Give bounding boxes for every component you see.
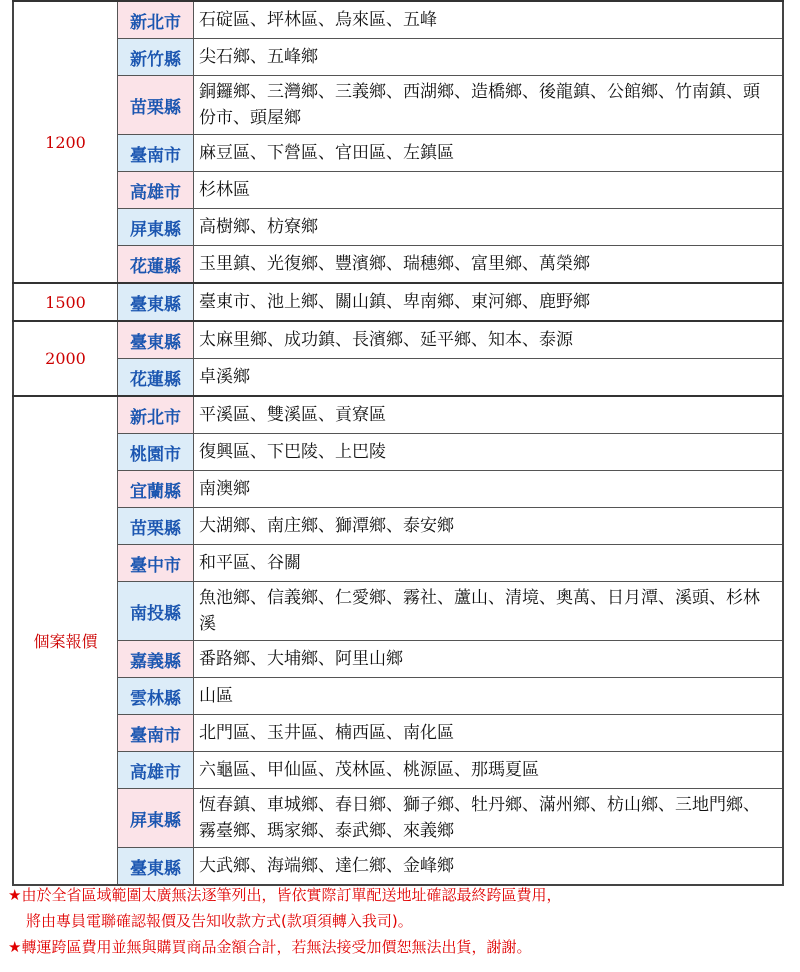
price-group [13,321,783,396]
table-row [13,135,783,172]
table-row [13,76,783,135]
table-row [13,508,783,545]
table-row [13,1,783,39]
table-row [13,582,783,641]
price-group [13,1,783,283]
towns-cell: 臺東市、池上鄉、關山鎮、卑南鄉、東河鄉、鹿野鄉 [194,283,784,321]
towns-cell: 高樹鄉、枋寮鄉 [194,209,784,246]
price-cell: 2000 [13,321,118,396]
note-2 [8,934,788,960]
county-cell: 高雄市 [118,752,194,789]
county-cell: 新北市 [118,396,194,434]
towns-cell: 六龜區、甲仙區、茂林區、桃源區、那瑪夏區 [194,752,784,789]
table-row [13,545,783,582]
table-row [13,283,783,321]
county-cell: 臺南市 [118,135,194,172]
table-row [13,39,783,76]
county-cell: 桃園市 [118,434,194,471]
remote-area-fee-table [12,0,784,886]
table-row [13,678,783,715]
towns-cell: 大武鄉、海端鄉、達仁鄉、金峰鄉 [194,848,784,886]
towns-cell: 太麻里鄉、成功鎮、長濱鄉、延平鄉、知本、泰源 [194,321,784,359]
note-1 [8,882,788,908]
county-cell: 屏東縣 [118,789,194,848]
table-row [13,471,783,508]
price-cell: 1200 [13,1,118,283]
county-cell: 新北市 [118,1,194,39]
towns-cell: 尖石鄉、五峰鄉 [194,39,784,76]
star-icon: ★ [8,938,22,956]
price-group [13,283,783,321]
towns-cell: 石碇區、坪林區、烏來區、五峰 [194,1,784,39]
table-row [13,715,783,752]
county-cell: 臺東縣 [118,321,194,359]
table-row [13,848,783,886]
towns-cell: 杉林區 [194,172,784,209]
table-row [13,434,783,471]
towns-cell: 麻豆區、下營區、官田區、左鎮區 [194,135,784,172]
county-cell: 高雄市 [118,172,194,209]
county-cell: 臺南市 [118,715,194,752]
towns-cell: 山區 [194,678,784,715]
county-cell: 雲林縣 [118,678,194,715]
towns-cell: 大湖鄉、南庄鄉、獅潭鄉、泰安鄉 [194,508,784,545]
notes [8,882,788,960]
towns-cell: 魚池鄉、信義鄉、仁愛鄉、霧社、蘆山、清境、奧萬、日月潭、溪頭、杉林溪 [194,582,784,641]
price-cell: 1500 [13,283,118,321]
table-row [13,396,783,434]
table-row [13,641,783,678]
price-group [13,396,783,885]
towns-cell: 銅鑼鄉、三灣鄉、三義鄉、西湖鄉、造橋鄉、後龍鎮、公館鄉、竹南鎮、頭份市、頭屋鄉 [194,76,784,135]
county-cell: 南投縣 [118,582,194,641]
county-cell: 新竹縣 [118,39,194,76]
towns-cell: 南澳鄉 [194,471,784,508]
table-row [13,172,783,209]
county-cell: 苗栗縣 [118,508,194,545]
price-cell: 個案報價 [13,396,118,885]
towns-cell: 番路鄉、大埔鄉、阿里山鄉 [194,641,784,678]
note-1-continued: 將由專員電聯確認報價及告知收款方式(款項須轉入我司)。 [26,912,413,930]
towns-cell: 玉里鎮、光復鄉、豐濱鄉、瑞穗鄉、富里鄉、萬榮鄉 [194,246,784,284]
note-1-text: 由於全省區域範圍太廣無法逐筆列出，皆依實際訂單配送地址確認最終跨區費用， [21,886,562,904]
table-row [13,321,783,359]
note-2-text: 轉運跨區費用並無與購買商品金額合計，若無法接受加價恕無法出貨，謝謝。 [21,938,532,956]
table-row [13,246,783,284]
towns-cell: 恆春鎮、車城鄉、春日鄉、獅子鄉、牡丹鄉、滿州鄉、枋山鄉、三地門鄉、霧臺鄉、瑪家鄉、泰武鄉、來義鄉 [194,789,784,848]
towns-cell: 和平區、谷關 [194,545,784,582]
towns-cell: 復興區、下巴陵、上巴陵 [194,434,784,471]
table-row [13,789,783,848]
county-cell: 花蓮縣 [118,359,194,397]
county-cell: 臺東縣 [118,848,194,886]
towns-cell: 平溪區、雙溪區、貢寮區 [194,396,784,434]
towns-cell: 北門區、玉井區、楠西區、南化區 [194,715,784,752]
table-row [13,752,783,789]
county-cell: 苗栗縣 [118,76,194,135]
county-cell: 屏東縣 [118,209,194,246]
county-cell: 嘉義縣 [118,641,194,678]
county-cell: 臺東縣 [118,283,194,321]
county-cell: 宜蘭縣 [118,471,194,508]
county-cell: 臺中市 [118,545,194,582]
towns-cell: 卓溪鄉 [194,359,784,397]
county-cell: 花蓮縣 [118,246,194,284]
table-row [13,209,783,246]
star-icon: ★ [8,886,22,904]
table-row [13,359,783,397]
